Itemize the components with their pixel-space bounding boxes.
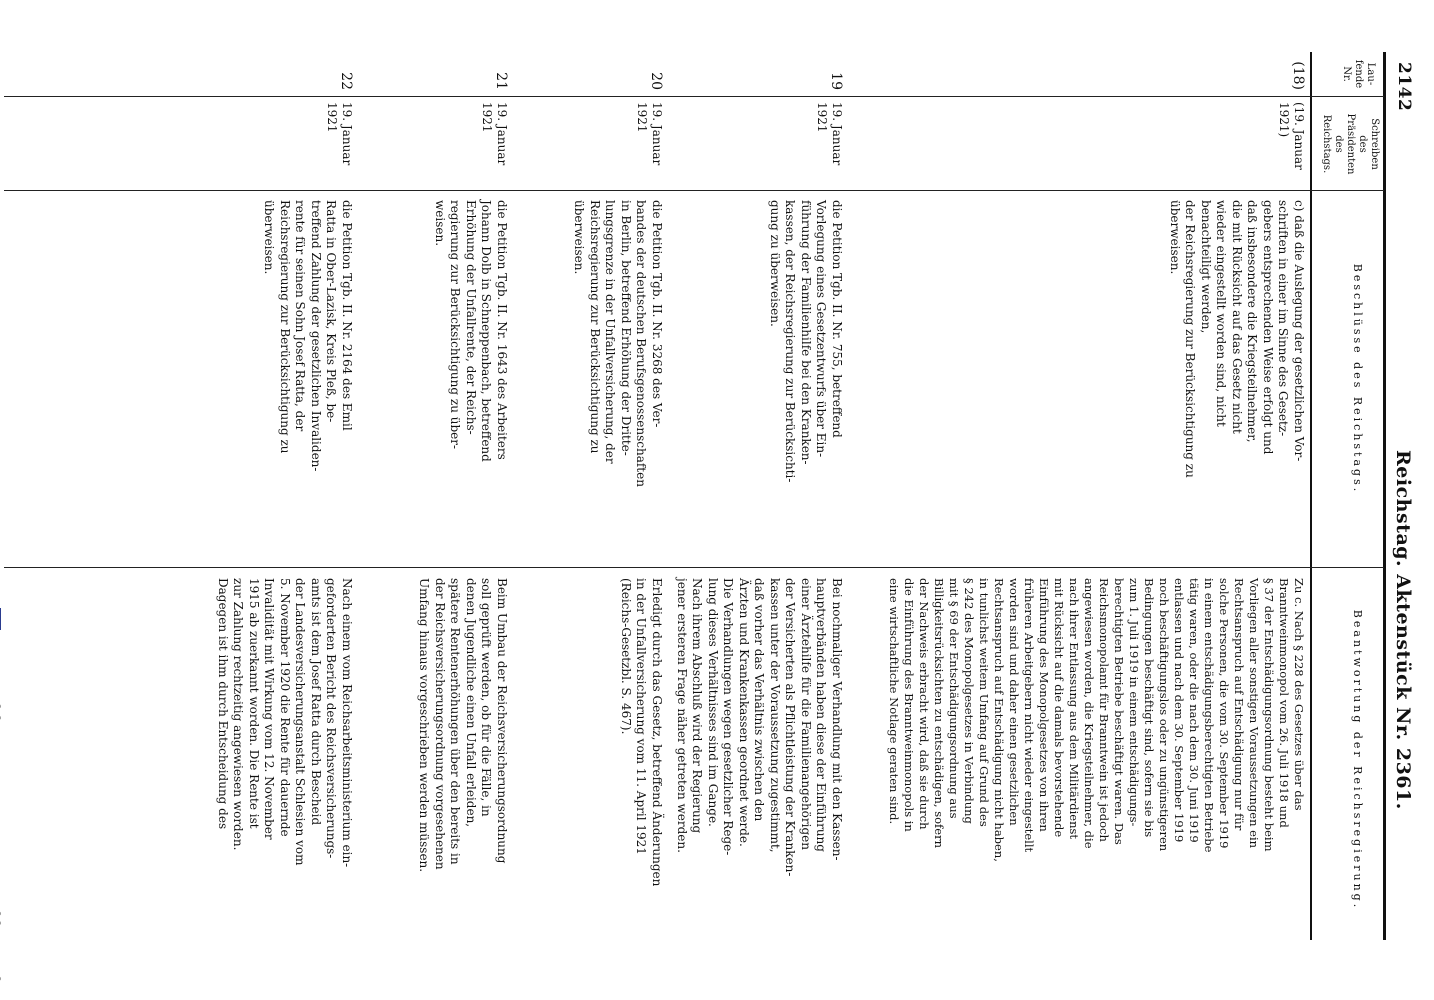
row-government-reply: Nach einem vom Reichsarbeitsministerium ein- geforderten Bericht des Reichsversicherungs- amts ist dem Josef Ratta durch Bescheid der Landesversicherungsanstalt Schlesien vom 5. November 1920 die Rente für dauernde Invalidität mit Wirkung vom 12. November 1915 ab zuerkannt worden. Die Rente ist zur Zahlung rechtzeitig angewiesen worden. Dagegen ist ihm durch Entscheidung des xyxy=(216,578,354,868)
column-divider-2 xyxy=(4,190,1384,191)
row-date: 19. Januar 1921 xyxy=(325,102,354,166)
row-date: 19. Januar 1921 xyxy=(815,102,844,166)
row-number: 19 xyxy=(828,72,844,90)
footer-text xyxy=(0,634,2,992)
page-number: 2142 xyxy=(1394,62,1414,112)
column-divider-1 xyxy=(4,96,1384,97)
row-government-reply: Erledigt durch das Gesetz, betreffend Änderungen in der Unfallversicherung vom 11. April 1921 (Reichs-Gesetzbl. S. 467). xyxy=(619,578,664,887)
row-number: 21 xyxy=(493,72,509,90)
header-rule xyxy=(1383,52,1386,940)
dfg-logo-icon xyxy=(0,608,1,631)
row-date: 19. Januar 1921 xyxy=(480,102,509,166)
row-number: 20 xyxy=(648,72,664,90)
row-resolution: die Petition Tgb. II. Nr. 1643 des Arbeiters Johann Dolb in Schneppenbach, betreffend Erhöhung der Unfallrente, der Reichs- regierung zur Berücksichtigung zu über- weisen. xyxy=(433,200,509,462)
page-title: Reichstag. Aktenstück Nr. 2361. xyxy=(1392,450,1414,810)
column-header-letter: Schreiben des Präsidenten des Reichstags. xyxy=(1321,113,1380,175)
column-header-rule xyxy=(1310,52,1312,940)
row-number: (18) xyxy=(1290,61,1306,90)
row-resolution: die Petition Tgb. II. Nr. 3268 des Ver- bandes der deutschen Berufsgenossenschaften in Berlin, betreffend Erhöhung der Dritte- lungsgrenze in der Unfallversicherung, der Reichsregierung zur Berücksichtigung zu überweisen. xyxy=(572,200,664,487)
row-government-reply: Zu c. Nach § 228 des Gesetzes über das Branntweinmonopol vom 26. Juli 1918 und § 37 der Entschädigungsordnung besteht beim Vorliegen aller sonstigen Voraussetzungen ein Rechtsanspruch auf Entschädigung nur für solche Personen, die vom 30. September 1919 in einem entschädigungsberechtigten Betriebe tätig waren, oder die nach dem 30. Juni 1919 entlassen und nach dem 30. September 1919 noch beschäftigungslos oder zu ungünstigeren Bedingungen beschäftigt sind, sofern sie bis zum 1. Juli 1919 in einem entschädigungs- berechtigten Betriebe beschäftigt waren. Das Reichsmonopolamt für Branntwein ist jedoch angewiesen worden, die Kriegsteilnehmer, die nach ihrer Entlassung aus dem Militärdienst mit Rücksicht auf die damals bevorstehende Einführung des Monopolgesetzes von ihren früheren Arbeitgebern nicht wieder eingestellt worden sind und daher einen gesetzlichen Rechtsanspruch auf Entschädigung nicht haben, in tunlichst weitem Umfang auf Grund des § 242 des Monopolgesetzes in Verbindung mit § 69 der Entschädigungsordnung aus Billigkeitsrücksichten zu entschädigen, sofern der Nachweis erbracht wird, daß sie durch die Einführung des Branntweinmonopols in eine wirtschaftliche Notlage geraten sind. xyxy=(887,578,1306,862)
row-resolution: die Petition Tgb. II. Nr. 755, betreffend Vorlegung eines Gesetzentwurfs über Ein- führung der Familienhilfe bei den Kranken- kassen, der Reichsregierung zur Berücksichti- gung zu überweisen. xyxy=(768,200,844,483)
digitization-footer xyxy=(0,2,4,992)
row-government-reply: Bei nochmaliger Verhandlung mit den Kassen- hauptverbänden haben diese der Einführung einer Ärztehilfe für die Familienangehörigen der Versicherten als Pflichtleistung der Kranken- kassen unter der Voraussetzung zugestimmt, daß vorher das Verhältnis zwischen den Ärzten und Krankenkassen geordnet werde. Die Verhandlungen wegen gesetzlicher Rege- lung dieses Verhältnisses sind im Gange. Nach ihrem Abschluß wird der Regierung jener ersteren Frage näher getreten werden. xyxy=(675,578,844,877)
column-divider-3 xyxy=(4,567,1384,568)
row-resolution: c) daß die Auslegung der gesetzlichen Vor- schriften in einer im Sinne des Gesetz- gebers entsprechenden Weise erfolgt und daß insbesondere die Kriegsteilnehmer, die mit Rücksicht auf das Gesetz nicht wieder eingestellt worden sind, nicht benachteiligt werden, der Reichsregierung zur Berücksichtigung zu überweisen. xyxy=(1168,200,1306,478)
column-header-number: Lau- fende Nr. xyxy=(1341,59,1376,89)
row-date: 19. Januar 1921 xyxy=(635,102,664,166)
row-number: 22 xyxy=(338,72,354,90)
row-government-reply: Beim Umbau der Reichsversicherungsordnung soll geprüft werden, ob für die Fälle, in denen Jugendliche einen Unfall erleiden, spätere Rentenerhöhungen über den bereits in der Reichsversicherungsordnung vorgesehenen Umfang hinaus vorgeschrieben werden müssen. xyxy=(417,578,509,873)
column-header-resolutions: Beschlüsse des Reichstags. xyxy=(1351,263,1364,495)
row-resolution: die Petition Tgb. II. Nr. 2164 des Emil Ratta in Ober-Lazisk, Kreis Pleß, be- treffend Zahlung der gesetzlichen Invaliden- rente für seinen Sohn Josef Ratta, der Reichsregierung zur Berücksichtigung zu überweisen. xyxy=(262,200,354,472)
column-header-government-reply: Beantwortung der Reichsregierung. xyxy=(1351,609,1364,911)
row-date: (19. Januar 1921) xyxy=(1277,102,1306,170)
